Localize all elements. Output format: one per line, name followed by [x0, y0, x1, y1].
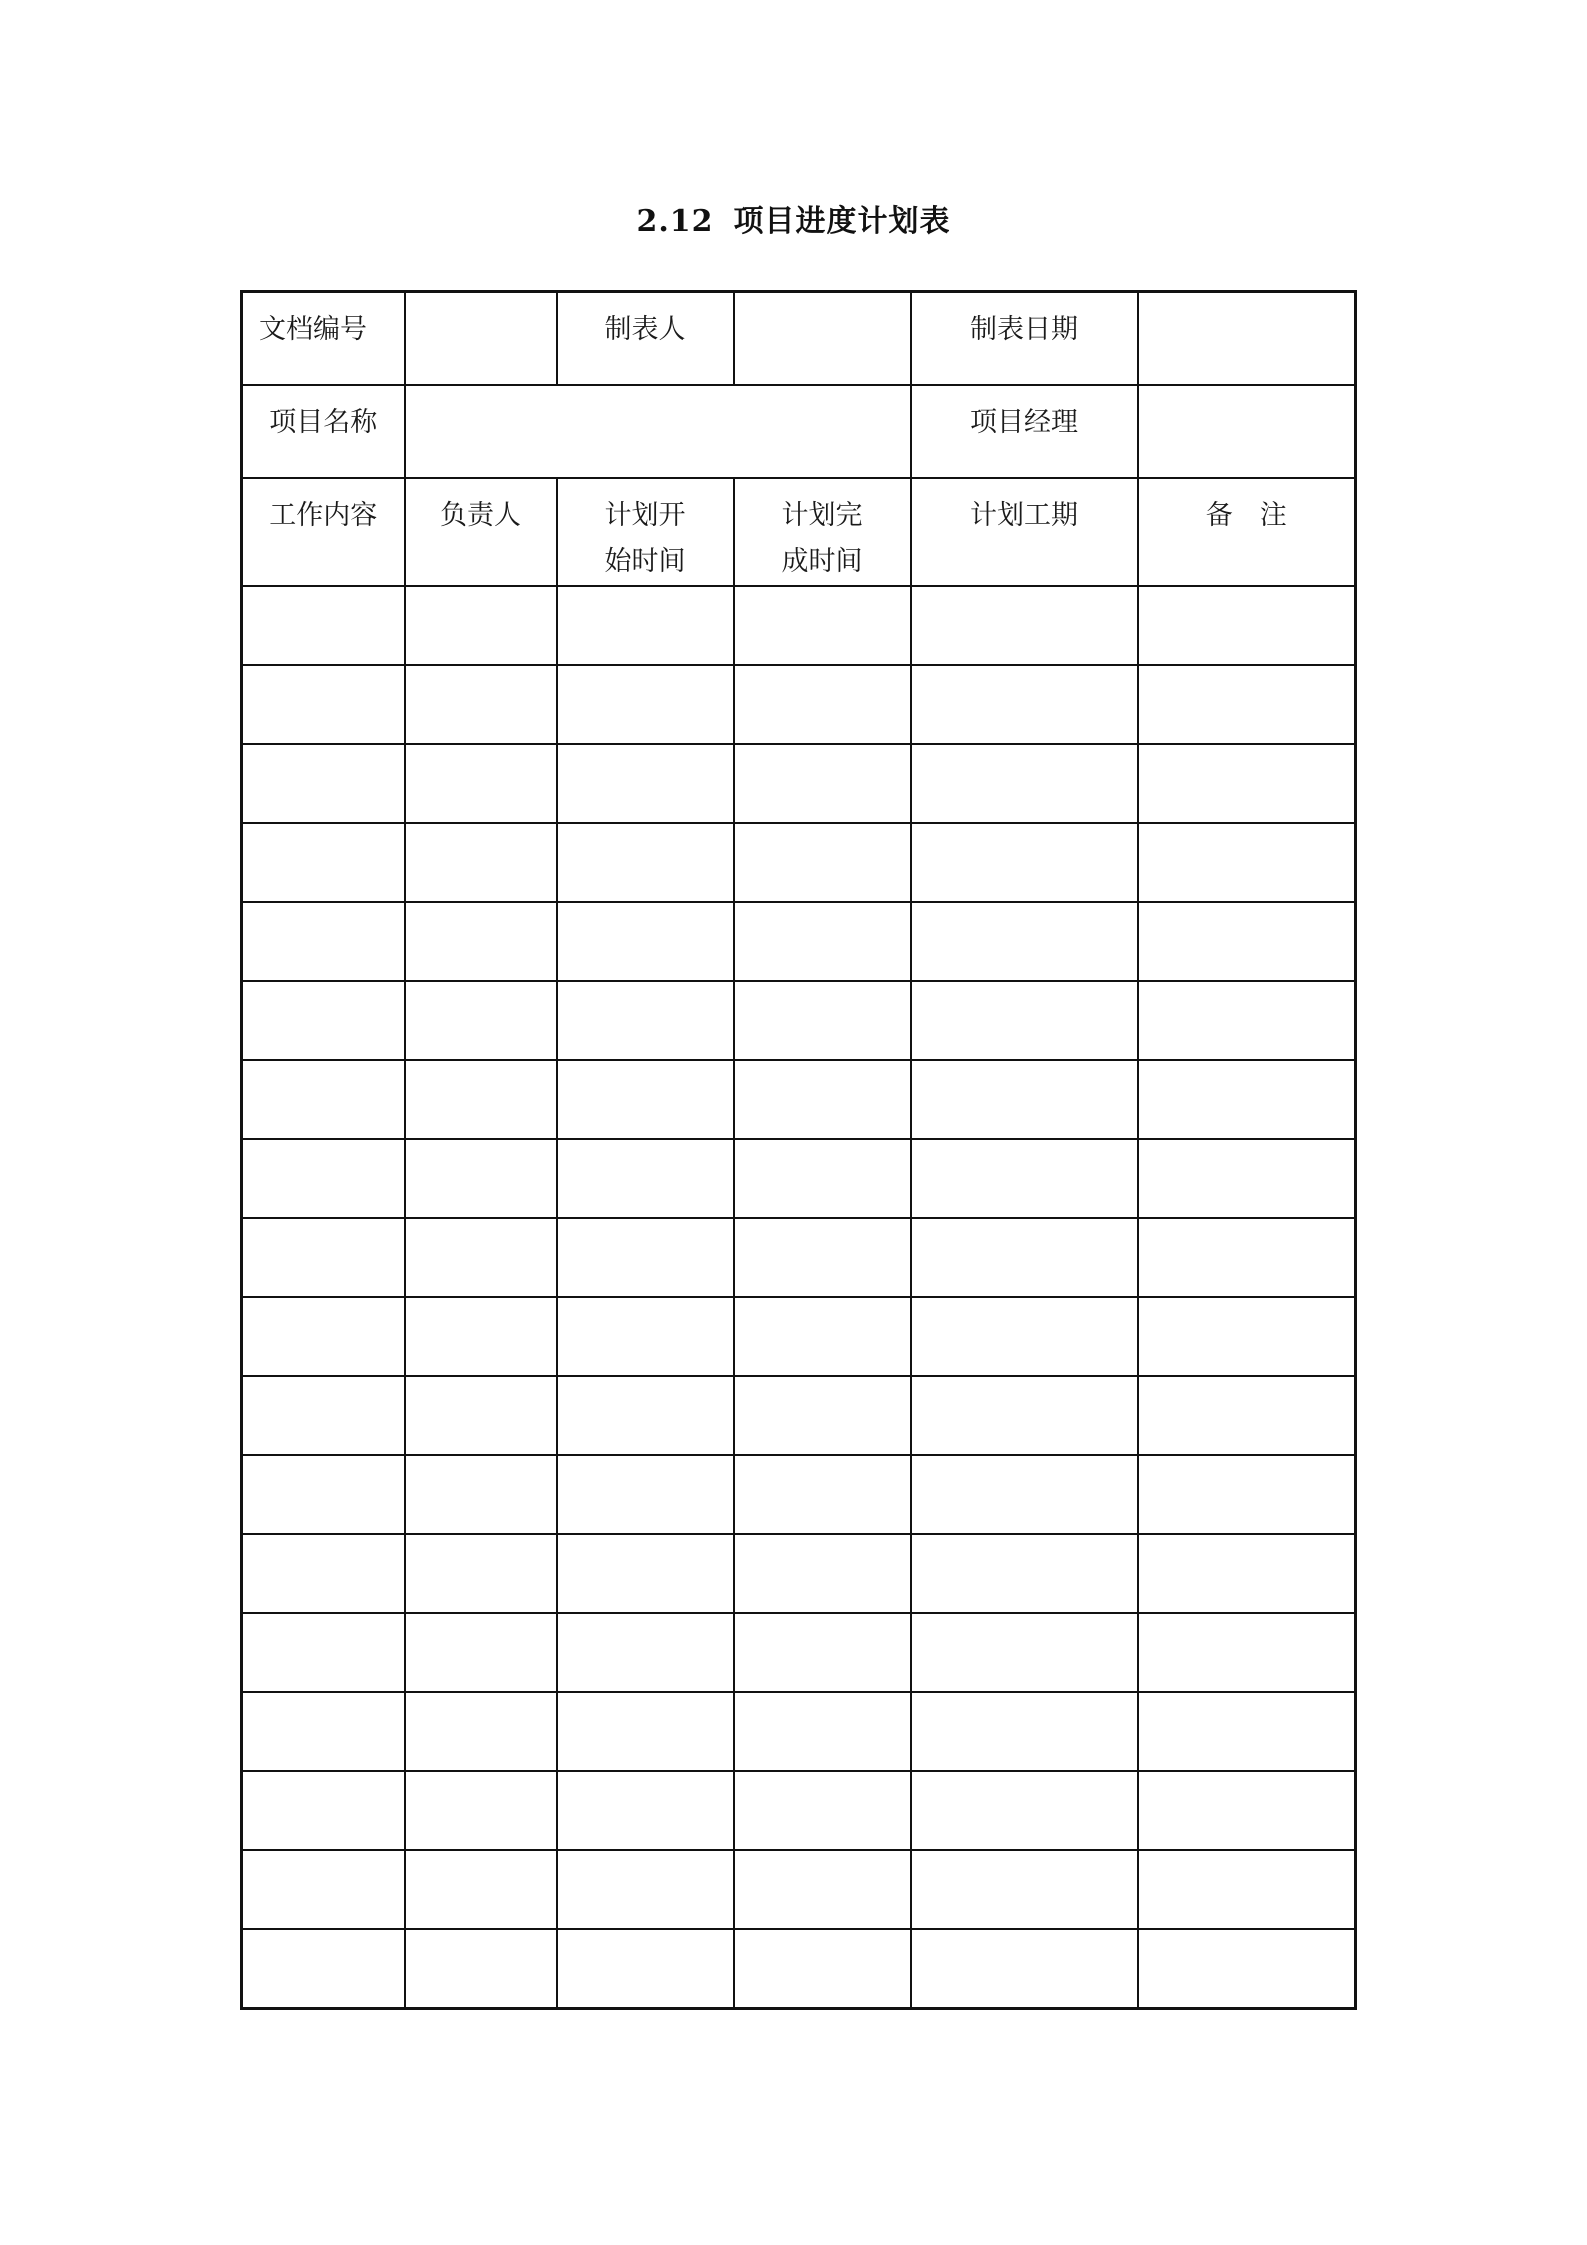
meta-row-2 [242, 385, 1356, 478]
cell-remarks[interactable] [1138, 1218, 1356, 1297]
table-row [242, 1850, 1356, 1929]
table-row [242, 1929, 1356, 2009]
cell-planned-finish[interactable] [734, 1376, 911, 1455]
cell-duration[interactable] [911, 1771, 1138, 1850]
cell-duration[interactable] [911, 1692, 1138, 1771]
col-header-planned-start: 计划开始时间 [557, 478, 734, 586]
cell-planned-start[interactable] [557, 981, 734, 1060]
table-row [242, 1297, 1356, 1376]
cell-owner[interactable] [405, 1929, 557, 2009]
cell-task[interactable] [242, 1376, 405, 1455]
cell-task[interactable] [242, 1534, 405, 1613]
cell-duration[interactable] [911, 823, 1138, 902]
table-row [242, 586, 1356, 665]
cell-planned-start[interactable] [557, 1139, 734, 1218]
project-name-field[interactable] [405, 385, 911, 478]
cell-planned-start[interactable] [557, 1218, 734, 1297]
date-label: 制表日期 [911, 292, 1138, 386]
cell-duration[interactable] [911, 1534, 1138, 1613]
cell-task[interactable] [242, 1060, 405, 1139]
cell-remarks[interactable] [1138, 902, 1356, 981]
meta-row-1 [242, 292, 1356, 386]
cell-duration[interactable] [911, 1060, 1138, 1139]
table-row [242, 1613, 1356, 1692]
cell-remarks[interactable] [1138, 1455, 1356, 1534]
cell-planned-start[interactable] [557, 744, 734, 823]
cell-duration[interactable] [911, 1376, 1138, 1455]
doc-no-label: 文档编号 [242, 292, 405, 386]
col-header-task: 工作内容 [242, 478, 405, 586]
manager-label: 项目经理 [911, 385, 1138, 478]
cell-remarks[interactable] [1138, 1297, 1356, 1376]
cell-planned-start[interactable] [557, 902, 734, 981]
cell-planned-start[interactable] [557, 1376, 734, 1455]
table-row [242, 1139, 1356, 1218]
cell-duration[interactable] [911, 981, 1138, 1060]
cell-owner[interactable] [405, 823, 557, 902]
cell-planned-finish[interactable] [734, 1139, 911, 1218]
cell-planned-start[interactable] [557, 1534, 734, 1613]
cell-owner[interactable] [405, 1297, 557, 1376]
cell-owner[interactable] [405, 1376, 557, 1455]
cell-owner[interactable] [405, 1534, 557, 1613]
cell-task[interactable] [242, 744, 405, 823]
project-name-label: 项目名称 [242, 385, 405, 478]
cell-remarks[interactable] [1138, 1060, 1356, 1139]
section-number: 2.12 [636, 204, 714, 239]
cell-task[interactable] [242, 1455, 405, 1534]
date-field[interactable] [1138, 292, 1356, 386]
cell-planned-start[interactable] [557, 1850, 734, 1929]
cell-planned-start[interactable] [557, 1692, 734, 1771]
cell-planned-finish[interactable] [734, 1218, 911, 1297]
cell-duration[interactable] [911, 902, 1138, 981]
cell-owner[interactable] [405, 1692, 557, 1771]
table-row [242, 1692, 1356, 1771]
col-header-duration: 计划工期 [911, 478, 1138, 586]
cell-owner[interactable] [405, 744, 557, 823]
doc-no-field[interactable] [405, 292, 557, 386]
cell-owner[interactable] [405, 1850, 557, 1929]
header-row [242, 478, 1356, 586]
cell-remarks[interactable] [1138, 744, 1356, 823]
cell-owner[interactable] [405, 1060, 557, 1139]
cell-owner[interactable] [405, 1218, 557, 1297]
cell-planned-finish[interactable] [734, 1850, 911, 1929]
cell-planned-finish[interactable] [734, 1613, 911, 1692]
cell-planned-start[interactable] [557, 665, 734, 744]
table-row [242, 1455, 1356, 1534]
cell-task[interactable] [242, 1850, 405, 1929]
cell-planned-finish[interactable] [734, 1692, 911, 1771]
cell-duration[interactable] [911, 1297, 1138, 1376]
table-row [242, 665, 1356, 744]
cell-planned-finish[interactable] [734, 665, 911, 744]
cell-task[interactable] [242, 586, 405, 665]
table-row [242, 902, 1356, 981]
cell-owner[interactable] [405, 902, 557, 981]
cell-owner[interactable] [405, 665, 557, 744]
cell-duration[interactable] [911, 1613, 1138, 1692]
cell-owner[interactable] [405, 1613, 557, 1692]
cell-task[interactable] [242, 1929, 405, 2009]
table-row [242, 744, 1356, 823]
cell-duration[interactable] [911, 586, 1138, 665]
cell-planned-finish[interactable] [734, 1534, 911, 1613]
table-row [242, 1218, 1356, 1297]
cell-planned-start[interactable] [557, 823, 734, 902]
cell-owner[interactable] [405, 981, 557, 1060]
cell-owner[interactable] [405, 1771, 557, 1850]
cell-planned-finish[interactable] [734, 902, 911, 981]
cell-remarks[interactable] [1138, 1692, 1356, 1771]
cell-planned-start[interactable] [557, 1455, 734, 1534]
cell-owner[interactable] [405, 1139, 557, 1218]
cell-planned-start[interactable] [557, 1771, 734, 1850]
cell-task[interactable] [242, 1771, 405, 1850]
cell-remarks[interactable] [1138, 1771, 1356, 1850]
cell-planned-start[interactable] [557, 1613, 734, 1692]
table-row [242, 1376, 1356, 1455]
table-row [242, 1534, 1356, 1613]
table-row [242, 981, 1356, 1060]
cell-duration[interactable] [911, 744, 1138, 823]
cell-planned-finish[interactable] [734, 1929, 911, 2009]
cell-duration[interactable] [911, 1455, 1138, 1534]
page-title [0, 196, 1587, 240]
cell-planned-start[interactable] [557, 1929, 734, 2009]
cell-task[interactable] [242, 1692, 405, 1771]
col-header-remarks: 备 注 [1138, 478, 1356, 586]
cell-remarks[interactable] [1138, 1534, 1356, 1613]
title-text: 项目进度计划表 [733, 204, 951, 239]
cell-planned-finish[interactable] [734, 1771, 911, 1850]
table-row [242, 1060, 1356, 1139]
cell-planned-finish[interactable] [734, 981, 911, 1060]
cell-remarks[interactable] [1138, 586, 1356, 665]
cell-planned-finish[interactable] [734, 744, 911, 823]
cell-task[interactable] [242, 1139, 405, 1218]
schedule-table [240, 290, 1357, 2010]
cell-owner[interactable] [405, 586, 557, 665]
cell-owner[interactable] [405, 1455, 557, 1534]
cell-planned-finish[interactable] [734, 1455, 911, 1534]
cell-planned-start[interactable] [557, 1297, 734, 1376]
cell-task[interactable] [242, 981, 405, 1060]
cell-duration[interactable] [911, 665, 1138, 744]
cell-duration[interactable] [911, 1929, 1138, 2009]
manager-field[interactable] [1138, 385, 1356, 478]
cell-task[interactable] [242, 665, 405, 744]
cell-remarks[interactable] [1138, 1139, 1356, 1218]
table-row [242, 1771, 1356, 1850]
cell-task[interactable] [242, 1218, 405, 1297]
cell-duration[interactable] [911, 1139, 1138, 1218]
cell-planned-finish[interactable] [734, 1060, 911, 1139]
cell-remarks[interactable] [1138, 1376, 1356, 1455]
cell-task[interactable] [242, 823, 405, 902]
col-header-owner: 负责人 [405, 478, 557, 586]
cell-remarks[interactable] [1138, 981, 1356, 1060]
cell-planned-finish[interactable] [734, 586, 911, 665]
cell-task[interactable] [242, 902, 405, 981]
preparer-field[interactable] [734, 292, 911, 386]
cell-duration[interactable] [911, 1850, 1138, 1929]
cell-remarks[interactable] [1138, 1850, 1356, 1929]
cell-task[interactable] [242, 1613, 405, 1692]
cell-planned-start[interactable] [557, 1060, 734, 1139]
cell-remarks[interactable] [1138, 1929, 1356, 2009]
cell-remarks[interactable] [1138, 1613, 1356, 1692]
cell-duration[interactable] [911, 1218, 1138, 1297]
cell-planned-start[interactable] [557, 586, 734, 665]
cell-planned-finish[interactable] [734, 823, 911, 902]
cell-task[interactable] [242, 1297, 405, 1376]
cell-remarks[interactable] [1138, 665, 1356, 744]
cell-planned-finish[interactable] [734, 1297, 911, 1376]
preparer-label: 制表人 [557, 292, 734, 386]
col-header-planned-finish: 计划完成时间 [734, 478, 911, 586]
table-row [242, 823, 1356, 902]
cell-remarks[interactable] [1138, 823, 1356, 902]
